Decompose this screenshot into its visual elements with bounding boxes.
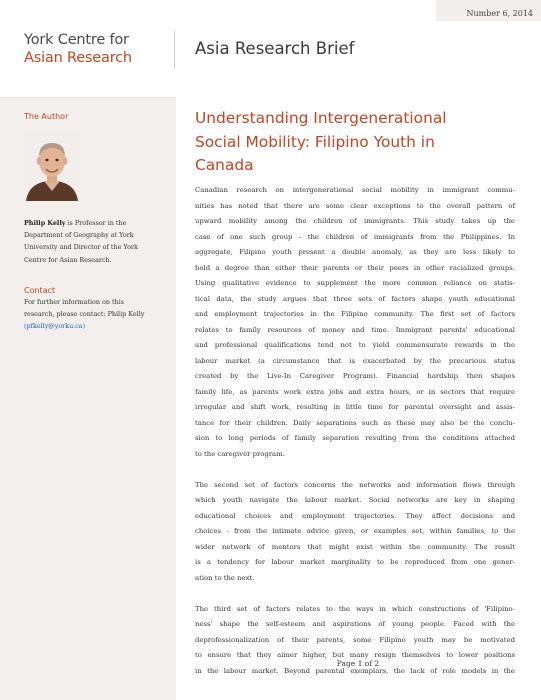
article-line: hold a degree than either their parents or their peers in other racialized groups. (195, 263, 515, 272)
article-title-line: Canada (195, 156, 254, 174)
article-paragraph (195, 478, 515, 587)
author-name: Philip Kelly (24, 219, 66, 227)
article-line: irregular and shift work, resulting in little time for parental oversight and assis- (195, 403, 515, 411)
article-line: tance for their children. Daily separations such as these may also be the conclu- (195, 418, 515, 427)
author-photo (24, 131, 80, 201)
article-line: ness' shape the self-esteem and aspirations of young people. Faced with the (195, 620, 515, 628)
page-number: Page 1 of 2 (336, 659, 380, 668)
centre-logo (24, 31, 132, 67)
contact-info (24, 296, 164, 333)
author-bio-line: Department of Geography at York (24, 231, 134, 240)
article-line: ation to the next. (195, 573, 255, 582)
article-title-line: Social Mobility: Filipino Youth in (195, 132, 435, 151)
article-line: educational choices and employment trajectories. They affect decisions and (195, 511, 515, 520)
issue-number: Number 6, 2014 (466, 9, 533, 18)
contact-line: For further information on this (24, 298, 125, 306)
article-line: labour market (a circumstance that is exacerbated by the precarious status (195, 356, 515, 365)
article-line: is a tendency for labour market marginality to be reproduced from one gener- (195, 558, 515, 566)
article-line: Using qualitative evidence to supplement the more common reliance on statis- (195, 279, 515, 287)
article-line: upward mobility among the children of immigrants. This study takes up the (195, 217, 515, 225)
article-line: aggregate, Filipino youth present a double anomaly, as they are less likely to (195, 248, 515, 256)
article-line: The second set of factors concerns the networks and information flows through (195, 480, 515, 489)
article-line: case of one such group - the children of immigrants from the Philippines. In (195, 232, 515, 241)
paragraph-gap (195, 462, 515, 478)
author-portrait-image (24, 131, 80, 201)
contact-heading: Contact (24, 286, 56, 295)
article-line: The third set of factors relates to the ways in which constructions of 'Filipino- (195, 604, 515, 613)
article-line: in the labour market. Beyond parental exemplars, the lack of role models in the (195, 666, 515, 675)
issue-number-tab (436, 0, 541, 21)
article-line: choices - from the intimate advice given, or examples set, within families, to the (195, 527, 515, 535)
logo-line-1: York Centre for (24, 32, 129, 48)
author-bio-line: Centre for Asian Research. (24, 255, 112, 264)
article-line: to ensure that they aimer higher, but many resign themselves to lower positions (195, 651, 515, 659)
article-line: sion to long periods of family separation resulting from the conditions attached (195, 434, 515, 442)
article-line: Canadian research on intergenerational social mobility in immigrant commu- (195, 186, 515, 194)
contact-line: research, please contact: Philip Kelly (24, 310, 145, 319)
article-title-line: Understanding Intergenerational (195, 109, 447, 127)
article-line: family life, as parents work extra jobs and extra hours, or in sectors that require (195, 387, 515, 396)
article-paragraph (195, 183, 515, 462)
article-line: created by the Live-In Caregiver Program). Financial hardship then shapes (195, 372, 515, 380)
author-bio-line: is Professor in the (65, 219, 127, 227)
article-title (195, 107, 515, 178)
brief-title: Asia Research Brief (195, 39, 355, 58)
article-line: deprofessionalization of their parents, some Filipino youth may be motivated (195, 635, 515, 644)
article-line: wider network of mentors that might exist within the community. The result (195, 542, 515, 551)
article-line: which youth navigate the labour market. Social networks are key in shaping (195, 496, 515, 504)
author-bio (24, 217, 164, 266)
article-line: relates to family resources of money and time. Immigrant parents' educational (195, 325, 515, 334)
article-line: tical data, the study argues that three sets of factors shape youth educational (195, 294, 515, 303)
author-bio-line: University and Director of the York (24, 243, 138, 252)
article-body (195, 183, 515, 679)
article-line: and professional qualifications tend not to yield commensurate rewards in the (195, 341, 515, 349)
author-heading: The Author (24, 112, 69, 121)
paragraph-gap (195, 586, 515, 602)
contact-email-link[interactable]: (pfkelly@yorku.ca) (24, 322, 86, 331)
logo-line-2: Asian Research (24, 50, 132, 66)
article-line: to the caregiver program. (195, 449, 285, 458)
header-divider (174, 31, 175, 69)
article-line: nities has noted that there are some clear exceptions to the overall pattern of (195, 201, 515, 210)
article-line: and employment trajectories in the Filipino community. The first set of factors (195, 310, 515, 318)
